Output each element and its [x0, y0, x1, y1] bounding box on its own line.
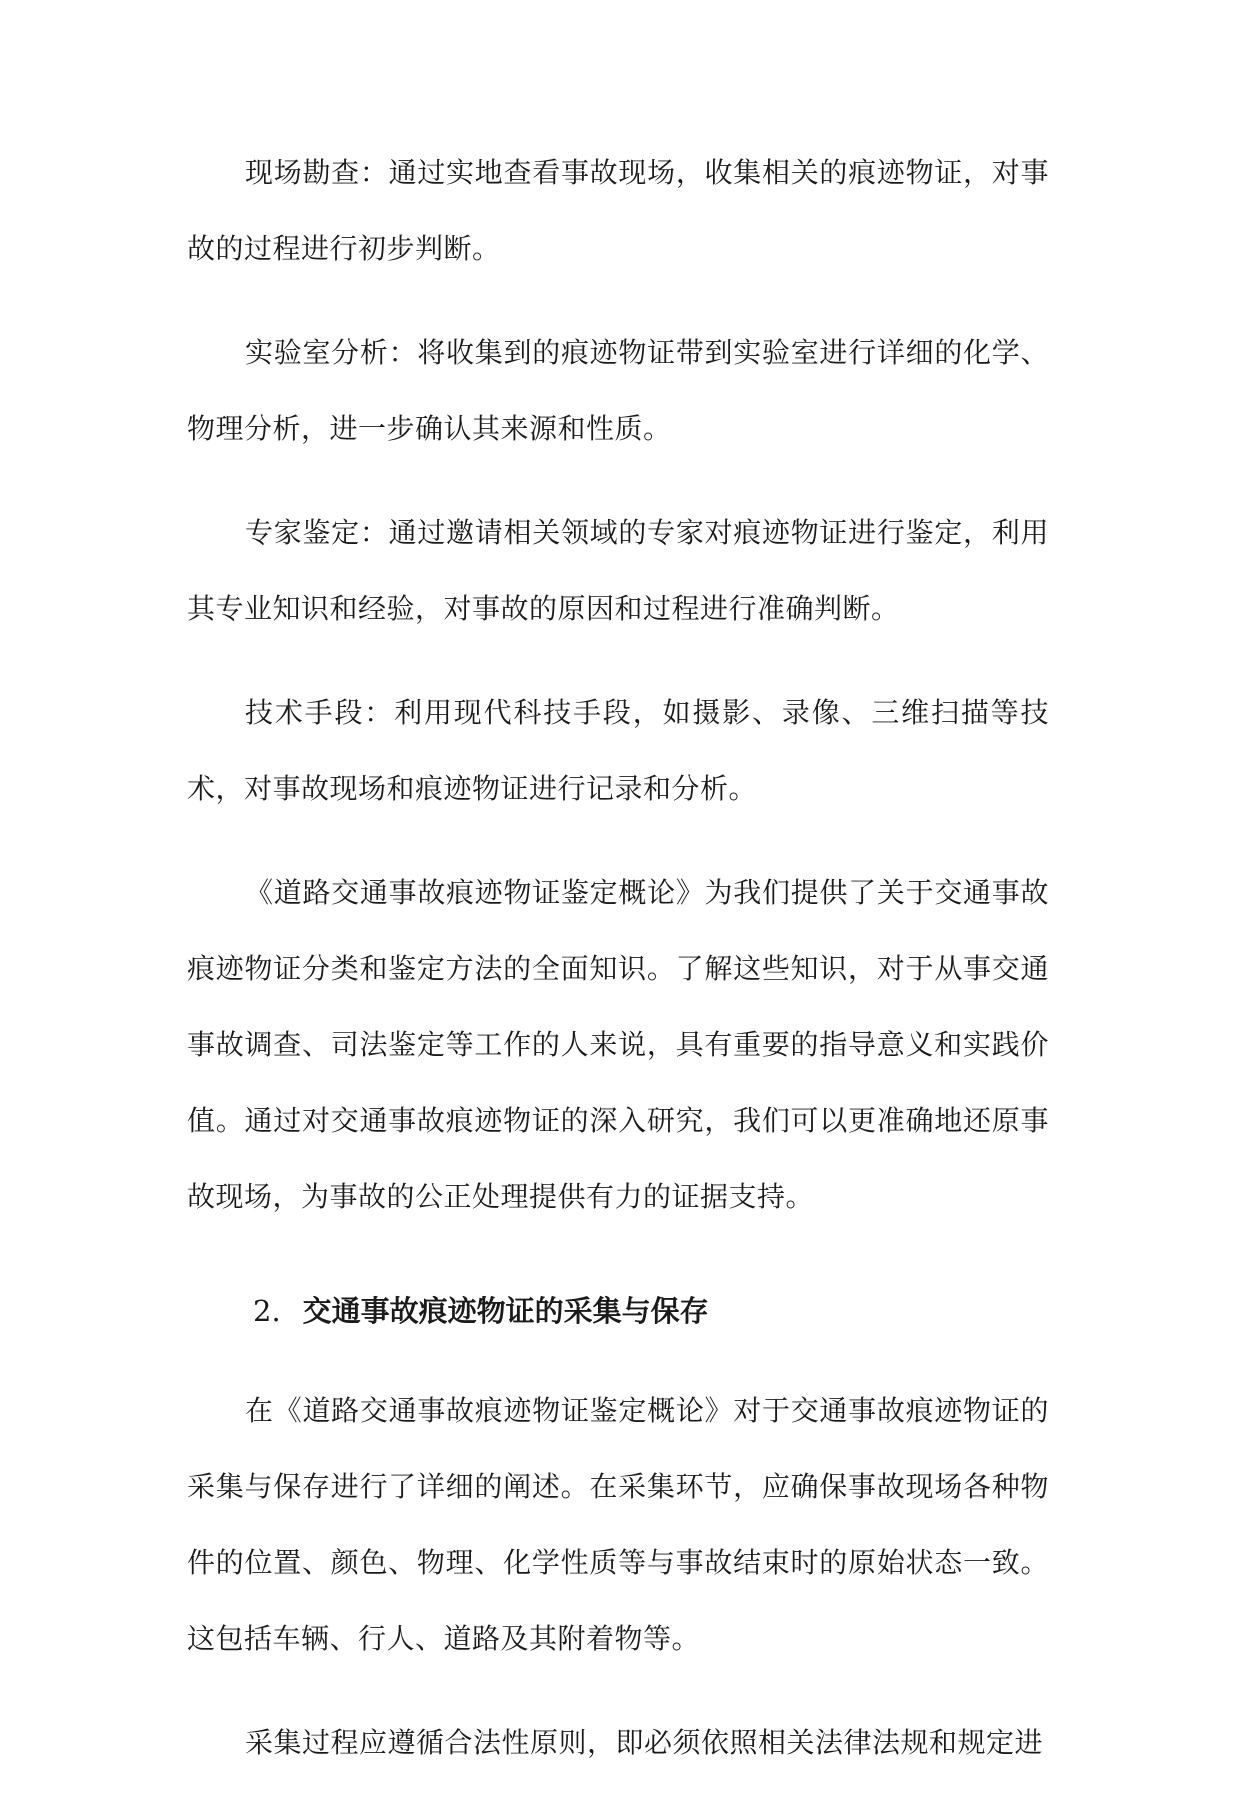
- section-heading: [187, 1273, 1049, 1349]
- paragraph-collection-overview: 在《道路交通事故痕迹物证鉴定概论》对于交通事故痕迹物证的采集与保存进行了详细的阐述。在采集环节，应确保事故现场各种物件的位置、颜色、物理、化学性质等与事故结束时的原始状态一致。这包括车辆、行人、道路及其附着物等。: [187, 1394, 1049, 1655]
- paragraph-site-survey: 现场勘查：通过实地查看事故现场，收集相关的痕迹物证，对事故的过程进行初步判断。: [187, 156, 1049, 265]
- paragraph-summary: 《道路交通事故痕迹物证鉴定概论》为我们提供了关于交通事故痕迹物证分类和鉴定方法的全面知识。了解这些知识，对于从事交通事故调查、司法鉴定等工作的人来说，具有重要的指导意义和实践价值。通过对交通事故痕迹物证的深入研究，我们可以更准确地还原事故现场，为事故的公正处理提供有力的证据支持。: [187, 876, 1049, 1213]
- section-title: 交通事故痕迹物证的采集与保存: [302, 1294, 709, 1328]
- paragraph-legality-principle: 采集过程应遵循合法性原则，即必须依照相关法律法规和规定进: [245, 1726, 1044, 1759]
- paragraph-lab-analysis: 实验室分析：将收集到的痕迹物证带到实验室进行详细的化学、物理分析，进一步确认其来源和性质。: [187, 336, 1049, 445]
- paragraph-technical-means: 技术手段：利用现代科技手段，如摄影、录像、三维扫描等技术，对事故现场和痕迹物证进行记录和分析。: [187, 696, 1049, 805]
- document-page: [187, 135, 1049, 1809]
- paragraph-expert-appraisal: 专家鉴定：通过邀请相关领域的专家对痕迹物证进行鉴定，利用其专业知识和经验，对事故的原因和过程进行准确判断。: [187, 516, 1049, 625]
- section-number: 2.: [253, 1294, 281, 1328]
